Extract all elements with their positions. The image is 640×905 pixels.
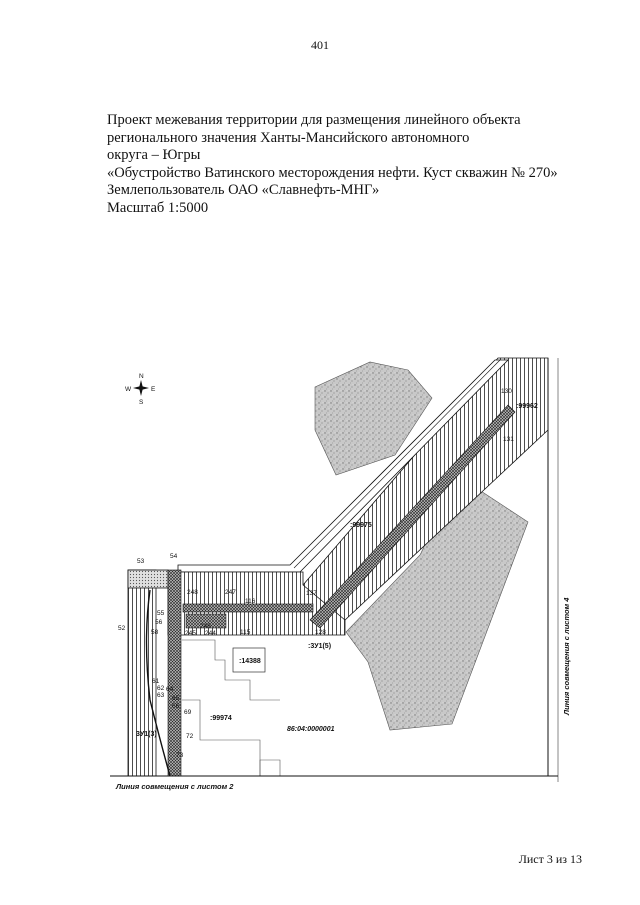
point-label: 66: [172, 703, 180, 710]
point-label: 246: [200, 623, 211, 630]
point-label: 116: [245, 598, 256, 605]
header-line-4: «Обустройство Ватинского месторождения нефти. Куст скважин № 270»: [107, 164, 558, 181]
parcel-label: :99975: [350, 522, 372, 529]
point-label: 54: [170, 553, 178, 560]
point-label: 61: [152, 678, 160, 685]
compass-icon: [125, 373, 156, 406]
point-label: 65: [172, 695, 180, 702]
point-label: 53: [137, 558, 145, 565]
strip-vertical: [168, 570, 181, 776]
match-line-bottom-label: Линия совмещения с листом 2: [116, 782, 234, 791]
parcel-label: 3У1(3): [136, 731, 157, 738]
point-label: 56: [155, 619, 163, 626]
header-line-2: регионального значения Ханты-Мансийского автономного: [107, 129, 470, 146]
parcel-label: :99974: [210, 715, 232, 722]
compass-n: N: [139, 373, 144, 380]
match-line-right-label: Линия совмещения с листом 4: [562, 597, 571, 715]
parcel-label: :99962: [516, 403, 538, 410]
page-number: 401: [311, 38, 329, 52]
parcel-label: :3У1(5): [308, 643, 332, 650]
header-line-6: Масштаб 1:5000: [107, 199, 209, 216]
point-label: 69: [184, 709, 192, 716]
point-label: 52: [118, 625, 126, 632]
cadastral-block-label: 86:04:0000001: [287, 726, 335, 733]
point-label: 73: [176, 752, 184, 759]
point-label: 245: [185, 630, 196, 637]
point-label: 137: [306, 590, 317, 597]
corner-block: [128, 570, 168, 588]
header-line-1: Проект межевания территории для размещения линейного объекта: [107, 112, 521, 128]
point-label: 55: [157, 610, 165, 617]
compass-s: S: [139, 399, 144, 406]
point-label: 128: [315, 629, 326, 636]
compass-e: E: [151, 386, 156, 393]
corridor-vertical: [128, 570, 156, 776]
point-label: 64: [166, 686, 174, 693]
parcel-label: :14388: [239, 658, 261, 665]
point-label: 131: [503, 436, 514, 443]
header-line-5: Землепользователь ОАО «Славнефть-МНГ»: [107, 182, 380, 198]
point-label: 63: [157, 692, 165, 699]
point-label: 244: [205, 630, 216, 637]
point-label: 130: [501, 388, 512, 395]
point-label: 115: [240, 629, 251, 636]
point-label: 62: [157, 685, 165, 692]
header-line-3: округа – Югры: [107, 147, 201, 163]
sheet-number: Лист 3 из 13: [518, 852, 582, 866]
point-label: 247: [225, 589, 236, 596]
point-label: 248: [187, 589, 198, 596]
strip-horizontal: [183, 604, 313, 612]
point-label: 72: [186, 733, 194, 740]
point-label: 58: [151, 629, 159, 636]
compass-w: W: [125, 386, 132, 393]
